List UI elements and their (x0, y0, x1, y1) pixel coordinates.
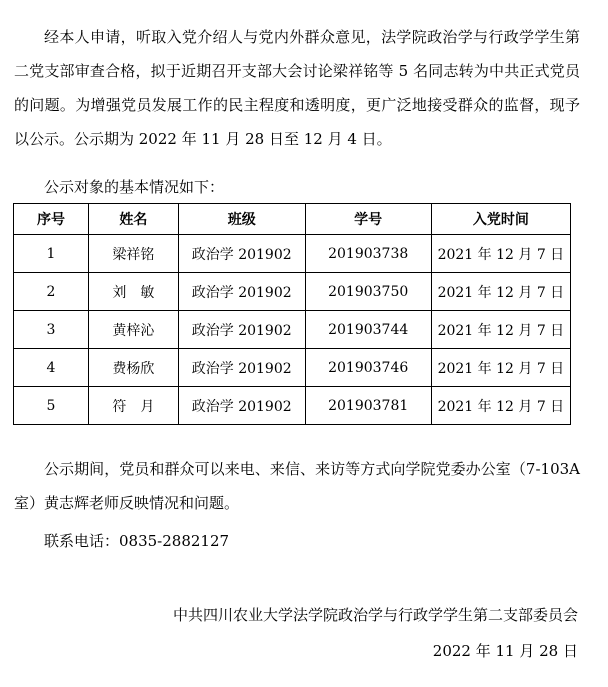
intro-paragraph: 经本人申请，听取入党介绍人与党内外群众意见，法学院政治学与行政学学生第二党支部审查合格，拟于近期召开支部大会讨论梁祥铭等 5 名同志转为中共正式党员的问题。为增强党员发展工作的民主程度和透明度，更广泛地接受群众的监督，现予以公示。公示期为 2022 年 11 月 28 日至 12 月 4 日。 (14, 28, 580, 148)
cell-name: 黄梓沁 (88, 311, 178, 349)
signature-org: 中共四川农业大学法学院政治学与行政学学生第二支部委员会 (172, 606, 578, 624)
cell-index: 2 (14, 273, 89, 311)
table-row (14, 235, 571, 273)
header-class: 班级 (178, 204, 305, 235)
cell-student-id: 201903744 (305, 311, 431, 349)
cell-index: 1 (14, 235, 89, 273)
cell-join-date: 2021 年 12 月 7 日 (431, 235, 570, 273)
cell-join-date: 2021 年 12 月 7 日 (431, 349, 570, 387)
cell-class: 政治学 201902 (178, 387, 305, 425)
cell-join-date: 2021 年 12 月 7 日 (431, 387, 570, 425)
table-row (14, 387, 571, 425)
cell-student-id: 201903781 (305, 387, 431, 425)
table-row (14, 311, 571, 349)
cell-name: 符 月 (88, 387, 178, 425)
cell-class: 政治学 201902 (178, 273, 305, 311)
feedback-paragraph: 公示期间，党员和群众可以来电、来信、来访等方式向学院党委办公室（7-103A 室）黄志辉老师反映情况和问题。 (14, 460, 580, 512)
cell-name: 刘 敏 (88, 273, 178, 311)
cell-class: 政治学 201902 (178, 235, 305, 273)
table-row (14, 349, 571, 387)
header-index: 序号 (14, 204, 89, 235)
cell-name: 梁祥铭 (88, 235, 178, 273)
cell-name: 费杨欣 (88, 349, 178, 387)
cell-class: 政治学 201902 (178, 349, 305, 387)
cell-join-date: 2021 年 12 月 7 日 (431, 311, 570, 349)
cell-student-id: 201903738 (305, 235, 431, 273)
candidate-table (13, 203, 571, 425)
table-row (14, 273, 571, 311)
signature-date: 2022 年 11 月 28 日 (432, 642, 578, 660)
cell-index: 3 (14, 311, 89, 349)
header-name: 姓名 (88, 204, 178, 235)
cell-student-id: 201903750 (305, 273, 431, 311)
header-join-date: 入党时间 (431, 204, 570, 235)
table-header-row (14, 204, 571, 235)
cell-student-id: 201903746 (305, 349, 431, 387)
cell-index: 5 (14, 387, 89, 425)
contact-line: 联系电话：0835-2882127 (44, 532, 230, 550)
table-intro: 公示对象的基本情况如下： (44, 178, 225, 196)
header-student-id: 学号 (305, 204, 431, 235)
cell-class: 政治学 201902 (178, 311, 305, 349)
cell-join-date: 2021 年 12 月 7 日 (431, 273, 570, 311)
cell-index: 4 (14, 349, 89, 387)
